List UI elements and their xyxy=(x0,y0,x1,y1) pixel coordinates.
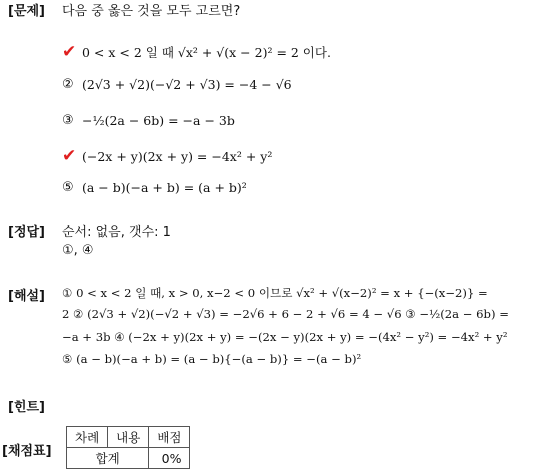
score-table-header-row xyxy=(67,427,190,448)
choice-3 xyxy=(62,113,235,128)
choice-4 xyxy=(62,146,272,166)
score-header-order: 차례 xyxy=(67,427,108,448)
problem-label: [문제] xyxy=(8,4,45,19)
score-header-points: 배점 xyxy=(149,427,190,448)
answer-choices: ①, ④ xyxy=(62,243,94,258)
choice-5-number: ⑤ xyxy=(62,180,74,195)
choice-2-number: ② xyxy=(62,77,74,92)
check-mark-icon: ✔ xyxy=(62,146,77,166)
choice-5-text: (a − b)(−a + b) = (a + b)² xyxy=(82,180,247,195)
explanation-label: [해설] xyxy=(8,289,45,304)
answer-label: [정답] xyxy=(8,225,45,240)
choice-4-text: (−2x + y)(2x + y) = −4x² + y² xyxy=(82,148,273,164)
score-table xyxy=(66,426,190,469)
hint-label: [힌트] xyxy=(8,400,45,415)
explanation-line-4: ⑤ (a − b)(−a + b) = (a − b){−(a − b)} = −(a − b)² xyxy=(62,352,362,366)
choice-1 xyxy=(62,42,331,62)
scoring-label: [채점표] xyxy=(2,444,52,459)
choice-2-text: (2√3 + √2)(−√2 + √3) = −4 − √6 xyxy=(82,77,292,92)
question-text: 다음 중 옳은 것을 모두 고르면? xyxy=(62,4,241,19)
score-header-content: 내용 xyxy=(108,427,149,448)
choice-3-number: ③ xyxy=(62,113,74,128)
choice-1-text: 0 < x < 2 일 때 √x² + √(x − 2)² = 2 이다. xyxy=(82,45,331,60)
explanation-line-1: ① 0 < x < 2 일 때, x > 0, x−2 < 0 이므로 √x² + √(x−2)² = x + {−(x−2)} = xyxy=(62,286,488,300)
explanation-line-2: 2 ② (2√3 + √2)(−√2 + √3) = −2√6 + 6 − 2 + √6 = 4 − √6 ③ −½(2a − 6b) = xyxy=(62,307,509,321)
choice-3-text: −½(2a − 6b) = −a − 3b xyxy=(82,113,235,128)
score-table-total-row xyxy=(67,448,190,469)
score-total-value: 0% xyxy=(149,448,190,469)
choice-2 xyxy=(62,77,292,92)
score-total-label: 합계 xyxy=(67,448,149,469)
answer-order-count: 순서: 없음, 갯수: 1 xyxy=(62,225,171,240)
choice-5 xyxy=(62,180,247,195)
explanation-line-3: −a + 3b ④ (−2x + y)(2x + y) = −(2x − y)(2x + y) = −(4x² − y²) = −4x² + y² xyxy=(62,330,508,344)
check-mark-icon: ✔ xyxy=(62,42,77,62)
